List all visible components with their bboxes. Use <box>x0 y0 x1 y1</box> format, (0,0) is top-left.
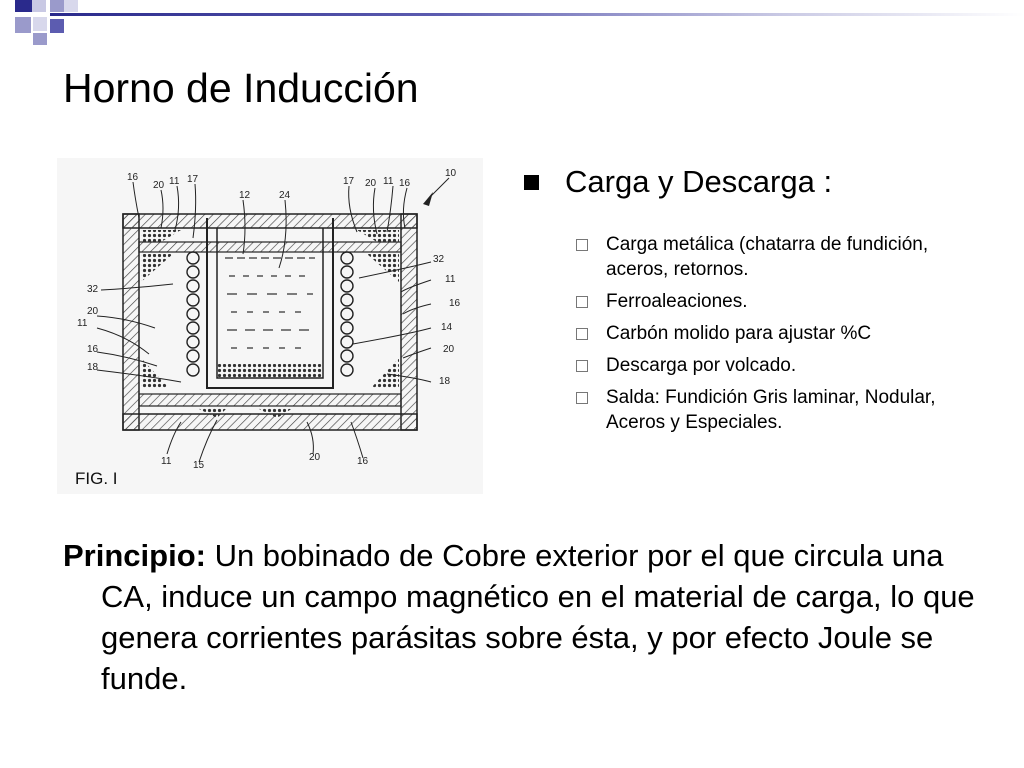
hollow-square-bullet-icon <box>576 328 588 340</box>
svg-text:32: 32 <box>433 254 445 265</box>
svg-text:11: 11 <box>169 176 180 187</box>
deco-square <box>33 33 47 45</box>
figure-caption: FIG. I <box>75 469 118 488</box>
principle-paragraph <box>63 535 981 699</box>
svg-text:15: 15 <box>193 460 205 471</box>
svg-text:11: 11 <box>383 176 394 187</box>
svg-text:16: 16 <box>399 178 411 189</box>
svg-text:16: 16 <box>87 344 99 355</box>
square-bullet-icon <box>524 175 539 190</box>
list-item <box>520 321 960 346</box>
svg-text:11: 11 <box>161 456 172 467</box>
svg-text:20: 20 <box>365 178 377 189</box>
main-bullet <box>520 160 960 204</box>
svg-text:18: 18 <box>87 362 99 373</box>
deco-square <box>33 17 47 31</box>
svg-text:32: 32 <box>87 284 99 295</box>
deco-square <box>15 0 32 12</box>
svg-text:12: 12 <box>239 190 251 201</box>
hollow-square-bullet-icon <box>576 360 588 372</box>
principle-label: Principio: <box>63 538 206 573</box>
svg-text:14: 14 <box>441 322 453 333</box>
svg-text:16: 16 <box>357 456 369 467</box>
hollow-square-bullet-icon <box>576 296 588 308</box>
deco-square <box>64 0 78 12</box>
svg-text:16: 16 <box>449 298 461 309</box>
deco-square <box>32 0 46 12</box>
svg-text:24: 24 <box>279 190 291 201</box>
svg-text:17: 17 <box>343 176 355 187</box>
list-item-text: Descarga por volcado. <box>606 355 797 376</box>
svg-text:20: 20 <box>87 306 99 317</box>
furnace-figure <box>57 158 483 494</box>
hollow-square-bullet-icon <box>576 392 588 404</box>
svg-text:20: 20 <box>309 452 321 463</box>
list-item-text: Ferroaleaciones. <box>606 291 748 312</box>
header-bar <box>50 13 1024 16</box>
main-bullet-text: Carga y Descarga : <box>565 164 833 199</box>
list-item <box>520 232 960 282</box>
list-item <box>520 385 960 435</box>
svg-text:20: 20 <box>443 344 455 355</box>
list-item-text: Carbón molido para ajustar %C <box>606 323 872 344</box>
list-item-text: Carga metálica (chatarra de fundición, aceros, retornos. <box>606 234 929 280</box>
deco-square <box>50 0 64 12</box>
bullet-section <box>520 160 960 442</box>
svg-text:10: 10 <box>445 168 457 179</box>
svg-text:18: 18 <box>439 376 451 387</box>
list-item-text: Salda: Fundición Gris laminar, Nodular, Aceros y Especiales. <box>606 387 936 433</box>
deco-square <box>50 19 64 33</box>
svg-text:17: 17 <box>187 174 199 185</box>
svg-text:16: 16 <box>127 172 139 183</box>
list-item <box>520 289 960 314</box>
svg-text:11: 11 <box>77 318 88 329</box>
deco-square <box>15 17 31 33</box>
svg-text:20: 20 <box>153 180 165 191</box>
svg-text:11: 11 <box>445 274 456 285</box>
list-item <box>520 353 960 378</box>
slide-title: Horno de Inducción <box>63 65 419 111</box>
sub-bullet-list <box>520 232 960 435</box>
hollow-square-bullet-icon <box>576 239 588 251</box>
principle-text: Un bobinado de Cobre exterior por el que circula una CA, induce un campo magnético en el material de carga, lo que genera corrientes parásitas sobre ésta, y por efecto Joule se funde. <box>101 538 975 696</box>
